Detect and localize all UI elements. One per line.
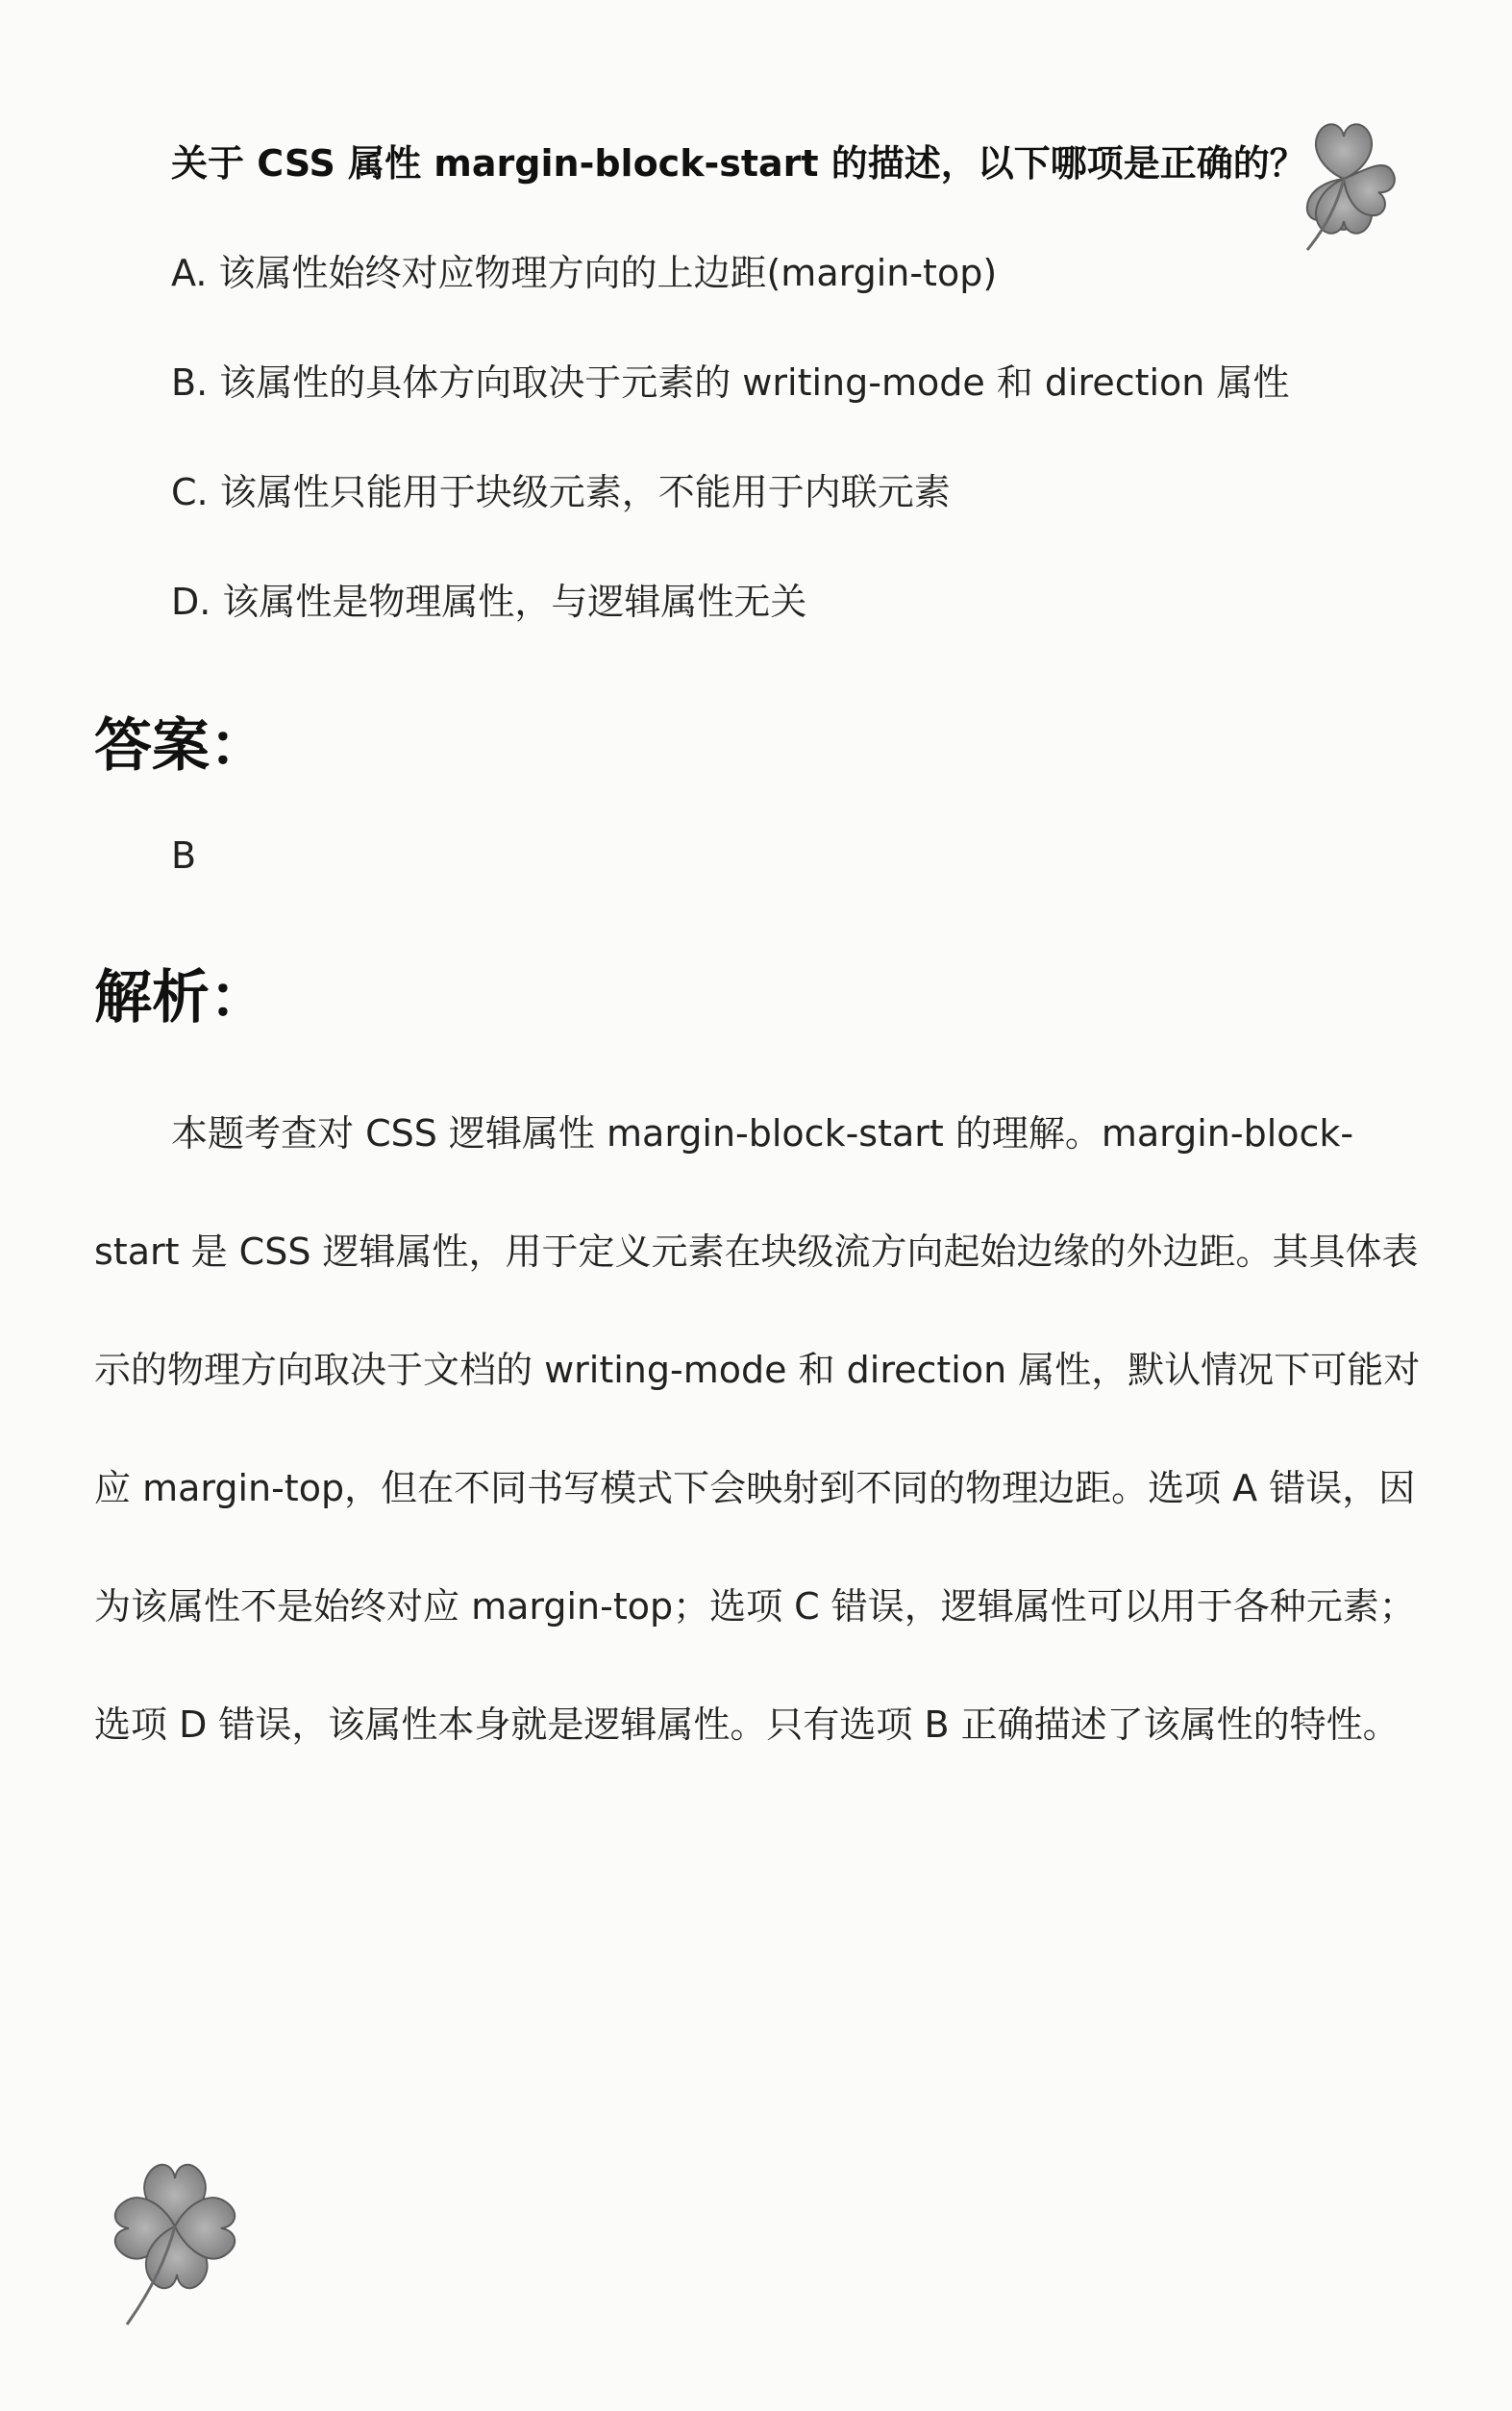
answer-heading: 答案： (94, 712, 267, 780)
analysis-text: 本题考查对 CSS 逻辑属性 margin-block-start 的理解。margin-block-start 是 CSS 逻辑属性，用于定义元素在块级流方向起始边缘的外边距。其具体表示的物理方向取决于文档的 writing-mode 和 direction 属性，默认情况下可能对应 margin-top，但在不同书写模式下会映射到不同的物理边距。选项 A 错误，因为该属性不是始终对应 margin-top；选项 C 错误，逻辑属性可以用于各种元素；选项 D 错误，该属性本身就是逻辑属性。只有选项 B 正确描述了该属性的特性。 (94, 1112, 1421, 1746)
option-c: C. 该属性只能用于块级元素，不能用于内联元素 (171, 471, 951, 513)
four-leaf-clover-icon (88, 2142, 261, 2334)
option-d: D. 该属性是物理属性，与逻辑属性无关 (171, 581, 807, 623)
option-b: B. 该属性的具体方向取决于元素的 writing-mode 和 direction 属性 (171, 361, 1290, 404)
option-a: A. 该属性始终对应物理方向的上边距(margin-top) (171, 252, 998, 294)
analysis-heading: 解析： (94, 964, 267, 1032)
question-text: 关于 CSS 属性 margin-block-start 的描述，以下哪项是正确的？ (171, 142, 1306, 185)
four-leaf-clover-icon (1267, 104, 1421, 267)
answer-value: B (171, 834, 197, 877)
